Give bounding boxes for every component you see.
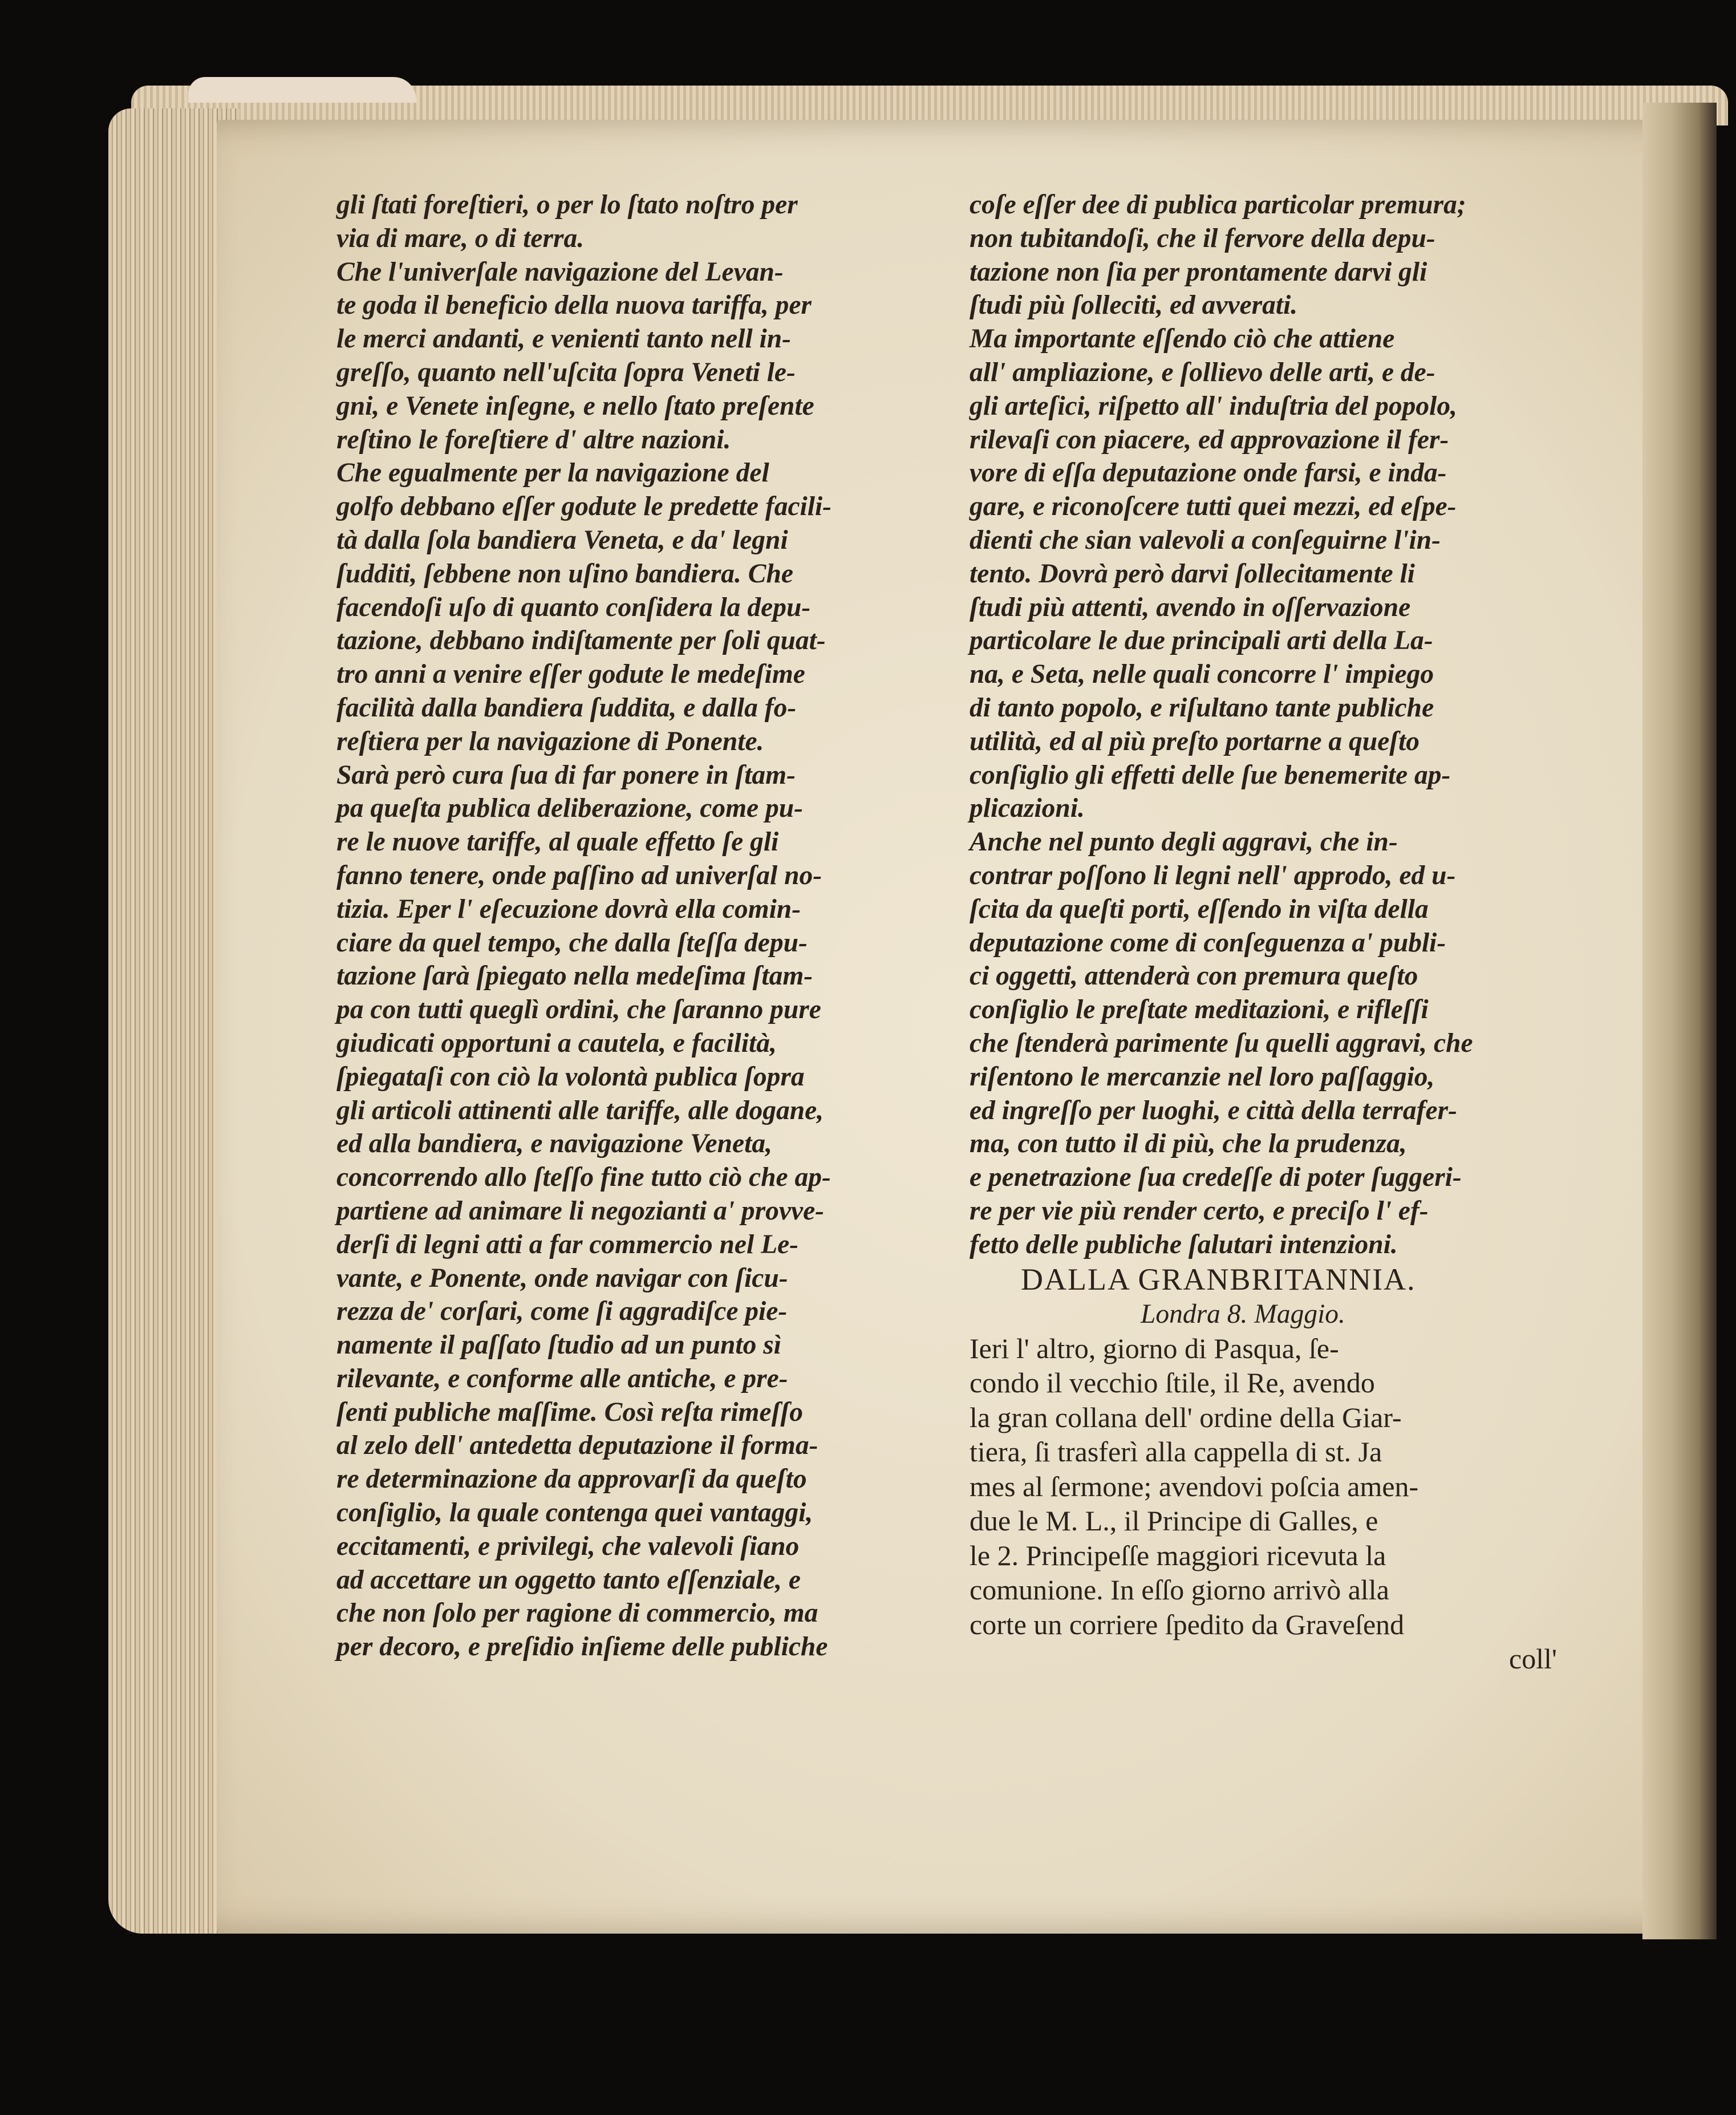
book-gutter bbox=[1642, 103, 1717, 1939]
text-line: tazione non ſia per prontamente darvi gli bbox=[970, 257, 1427, 287]
dateline: Londra 8. Maggio. bbox=[1141, 1299, 1345, 1329]
text-line: tazione ſarà ſpiegato nella medeſima ſtam- bbox=[336, 961, 813, 991]
text-line: la gran collana dell' ordine della Giar- bbox=[970, 1401, 1402, 1433]
text-line: ciare da quel tempo, che dalla ſteſſa depu- bbox=[336, 927, 808, 958]
text-line: namente il paſſato ſtudio ad un punto sì bbox=[336, 1330, 781, 1360]
text-line: ſenti publiche maſſime. Così reſta rimeſſo bbox=[336, 1397, 803, 1427]
text-line: al zelo dell' antedetta deputazione il forma- bbox=[336, 1431, 818, 1461]
right-text-column bbox=[970, 188, 1563, 1676]
text-line: le merci andanti, e venienti tanto nell in- bbox=[336, 324, 791, 354]
torn-page-corner bbox=[188, 77, 416, 103]
text-line: golfo debbano eſſer godute le predette facili- bbox=[336, 492, 832, 522]
text-line: Sarà però cura ſua di far ponere in ſtam- bbox=[336, 760, 796, 790]
text-line: ſtudi più attenti, avendo in oſſervazione bbox=[970, 592, 1411, 622]
text-line: non tubitandoſi, che il fervore della depu- bbox=[970, 223, 1435, 253]
text-line: facilità dalla bandiera ſuddita, e dalla fo- bbox=[336, 692, 797, 723]
text-line: due le M. L., il Principe di Galles, e bbox=[970, 1505, 1378, 1537]
text-line: ed alla bandiera, e navigazione Veneta, bbox=[336, 1129, 772, 1159]
text-line: gli ſtati foreſtieri, o per lo ſtato noſtro per bbox=[336, 190, 798, 220]
text-line: facendoſi uſo di quanto conſidera la depu- bbox=[336, 592, 811, 622]
text-line: comunione. In eſſo giorno arrivò alla bbox=[970, 1574, 1389, 1606]
text-line: condo il vecchio ſtile, il Re, avendo bbox=[970, 1367, 1375, 1399]
text-line: che ſtenderà parimente ſu quelli aggravi, che bbox=[970, 1028, 1473, 1058]
text-line: te goda il beneficio della nuova tariffa, per bbox=[336, 290, 812, 321]
text-line: particolare le due principali arti della La- bbox=[970, 626, 1433, 656]
text-line: gli arteſici, riſpetto all' induſtria del popolo, bbox=[970, 391, 1457, 421]
text-line: Anche nel punto degli aggravi, che in- bbox=[970, 827, 1398, 857]
text-line: ed ingreſſo per luoghi, e città della terrafer- bbox=[970, 1095, 1457, 1125]
text-line: conſiglio le preſtate meditazioni, e rifleſſi bbox=[970, 995, 1429, 1025]
text-line: ad accettare un oggetto tanto eſſenziale, e bbox=[336, 1565, 801, 1595]
text-line: plicazioni. bbox=[970, 793, 1085, 824]
text-line: via di mare, o di terra. bbox=[336, 223, 585, 253]
text-line: deputazione come di conſeguenza a' publi- bbox=[970, 927, 1446, 958]
text-line: per decoro, e preſidio inſieme delle publiche bbox=[336, 1632, 828, 1662]
right-roman-text bbox=[970, 1331, 1563, 1642]
left-text-column bbox=[336, 188, 941, 1664]
text-line: re le nuove tariffe, al quale effetto ſe gli bbox=[336, 827, 779, 857]
text-line: fetto delle publiche ſalutari intenzioni. bbox=[970, 1229, 1398, 1259]
text-line: gli articoli attinenti alle tariffe, alle dogane, bbox=[336, 1095, 824, 1125]
text-line: giudicati opportuni a cautela, e facilità, bbox=[336, 1028, 777, 1058]
catchword: coll' bbox=[1509, 1643, 1557, 1675]
text-line: di tanto popolo, e riſultano tante publiche bbox=[970, 692, 1434, 723]
text-line: tento. Dovrà però darvi ſollecitamente li bbox=[970, 558, 1415, 589]
text-line: ſpiegataſi con ciò la volontà publica ſopra bbox=[336, 1061, 805, 1092]
text-line: re determinazione da approvarſi da queſto bbox=[336, 1464, 807, 1494]
text-line: Ieri l' altro, giorno di Pasqua, ſe- bbox=[970, 1332, 1339, 1364]
text-line: utilità, ed al più preſto portarne a queſto bbox=[970, 726, 1420, 756]
text-line: coſe eſſer dee di publica particolar premura; bbox=[970, 190, 1466, 220]
text-line: partiene ad animare li negozianti a' provve- bbox=[336, 1196, 824, 1226]
text-line: ſtudi più ſolleciti, ed avverati. bbox=[970, 290, 1298, 321]
text-line: pa con tutti queglì ordini, che ſaranno pure bbox=[336, 995, 821, 1025]
text-line: tiera, ſi trasferì alla cappella di st. Ja bbox=[970, 1436, 1382, 1468]
text-line: tà dalla ſola bandiera Veneta, e da' legni bbox=[336, 525, 788, 555]
text-line: na, e Seta, nelle quali concorre l' impiego bbox=[970, 659, 1434, 690]
text-line: reſtino le foreſtiere d' altre nazioni. bbox=[336, 424, 731, 455]
text-line: tro anni a venire eſſer godute le medeſime bbox=[336, 659, 805, 690]
text-line: vante, e Ponente, onde navigar con ſicu- bbox=[336, 1263, 788, 1293]
text-line: tazione, debbano indiſtamente per ſoli quat- bbox=[336, 626, 826, 656]
text-line: greſſo, quanto nell'uſcita ſopra Veneti le- bbox=[336, 357, 796, 387]
text-line: Che l'univerſale navigazione del Levan- bbox=[336, 257, 784, 287]
text-line: pa queſta publica deliberazione, come pu- bbox=[336, 793, 803, 824]
text-line: corte un corriere ſpedito da Graveſend bbox=[970, 1608, 1405, 1640]
text-line: contrar poſſono li legni nell' approdo, ed u- bbox=[970, 860, 1456, 890]
text-line: riſentono le mercanzie nel loro paſſaggio, bbox=[970, 1061, 1435, 1092]
text-line: derſi di legni atti a far commercio nel Le- bbox=[336, 1229, 799, 1259]
text-line: rezza de' corſari, come ſi aggradiſce pie- bbox=[336, 1296, 788, 1327]
text-line: ma, con tutto il di più, che la prudenza, bbox=[970, 1129, 1407, 1159]
text-line: Ma importante eſſendo ciò che attiene bbox=[970, 324, 1395, 354]
text-line: reſtiera per la navigazione di Ponente. bbox=[336, 726, 764, 756]
text-line: fanno tenere, onde paſſino ad univerſal no- bbox=[336, 860, 822, 890]
text-line: ſudditi, ſebbene non uſino bandiera. Che bbox=[336, 558, 793, 589]
section-heading: DALLA GRANBRITANNIA. bbox=[1021, 1262, 1416, 1296]
text-line: gni, e Venete inſegne, e nello ſtato preſente bbox=[336, 391, 814, 421]
text-line: all' ampliazione, e ſollievo delle arti, e de- bbox=[970, 357, 1435, 387]
text-line: gare, e riconoſcere tutti quei mezzi, ed eſpe- bbox=[970, 492, 1457, 522]
text-line: tizia. Eper l' eſecuzione dovrà ella comin- bbox=[336, 894, 801, 924]
text-line: dienti che sian valevoli a conſeguirne l'in- bbox=[970, 525, 1441, 555]
text-line: conſiglio, la quale contenga quei vantaggi, bbox=[336, 1498, 813, 1528]
text-line: Che egualmente per la navigazione del bbox=[336, 458, 769, 488]
text-line: conſiglio gli effetti delle ſue benemerite ap- bbox=[970, 760, 1451, 790]
text-line: che non ſolo per ragione di commercio, ma bbox=[336, 1598, 818, 1628]
text-line: vore di eſſa deputazione onde farsi, e inda- bbox=[970, 458, 1447, 488]
text-line: re per vie più render certo, e preciſo l' ef- bbox=[970, 1196, 1429, 1226]
text-line: rilevaſi con piacere, ed approvazione il fer- bbox=[970, 424, 1449, 455]
text-line: eccitamenti, e privilegi, che valevoli ſiano bbox=[336, 1531, 800, 1561]
text-line: e penetrazione ſua credeſſe di poter ſuggeri- bbox=[970, 1162, 1462, 1193]
text-line: rilevante, e conforme alle antiche, e pre- bbox=[336, 1363, 788, 1393]
text-line: ſcita da queſti porti, eſſendo in viſta della bbox=[970, 894, 1429, 924]
text-line: ci oggetti, attenderà con premura queſto bbox=[970, 961, 1418, 991]
text-line: mes al ſermone; avendovi poſcia amen- bbox=[970, 1470, 1419, 1502]
right-italic-text bbox=[970, 188, 1563, 1262]
text-line: le 2. Principeſſe maggiori ricevuta la bbox=[970, 1539, 1386, 1571]
text-line: concorrendo allo ſteſſo fine tutto ciò che ap- bbox=[336, 1162, 831, 1193]
